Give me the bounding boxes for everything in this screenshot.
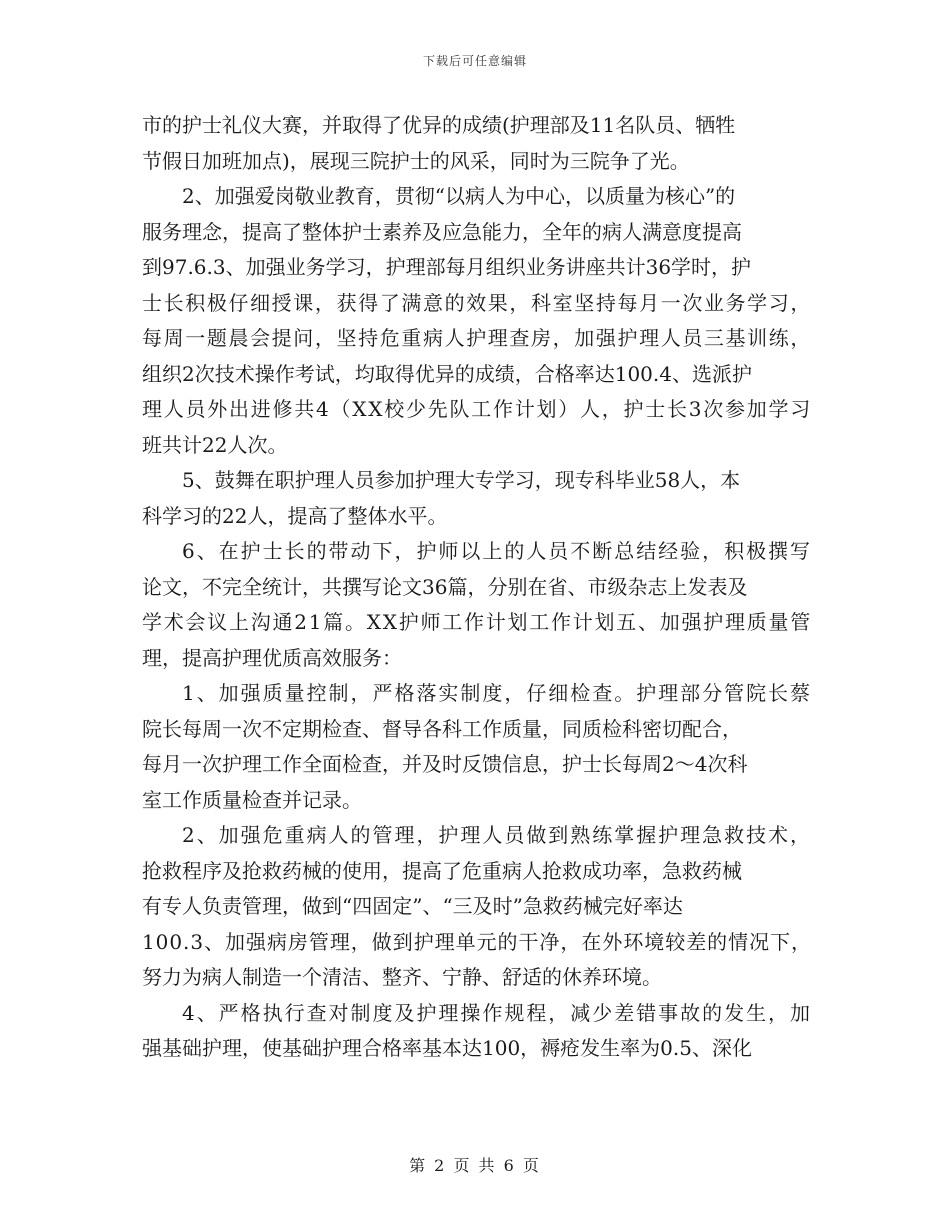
text-line: 5、鼓舞在职护理人员参加护理大专学习，现专科毕业58人，本 xyxy=(182,468,741,492)
text-line: 士长积极仔细授课，获得了满意的效果，科室坚持每月一次业务学习， xyxy=(142,290,812,315)
text-line: 服务理念，提高了整体护士素养及应急能力，全年的病人满意度提高 xyxy=(142,219,742,244)
text-line: 论文，不完全统计，共撰写论文36篇，分别在省、市级杂志上发表及 xyxy=(142,574,748,599)
text-line: 节假日加班加点)，展现三院护士的风采，同时为三院争了光。 xyxy=(142,148,690,173)
text-line: 院长每周一次不定期检查、督导各科工作质量，同质检科密切配合， xyxy=(142,716,742,741)
text-line: 强基础护理，使基础护理合格率基本达100，褥疮发生率为0.5、深化 xyxy=(142,1036,752,1060)
text-line: 到97.6.3、加强业务学习，护理部每月组织业务讲座共计36学时，护 xyxy=(142,255,752,279)
text-line: 每周一题晨会提问，坚持危重病人护理查房，加强护理人员三基训练， xyxy=(142,326,812,350)
text-line: 1、加强质量控制，严格落实制度，仔细检查。护理部分管院长蔡 xyxy=(182,681,812,705)
text-line: 学术会议上沟通21篇。XX护师工作计划工作计划五、加强护理质量管 xyxy=(142,610,812,634)
text-line: 每月一次护理工作全面检查，并及时反馈信息，护士长每周2～4次科 xyxy=(142,752,748,776)
page-header: 下载后可任意编辑 xyxy=(422,54,527,68)
text-line: 100.3、加强病房管理，做到护理单元的干净，在外环境较差的情况下， xyxy=(142,929,812,954)
page-footer: 第 2 页 共 6 页 xyxy=(409,1156,541,1175)
text-line: 抢救程序及抢救药械的使用，提高了危重病人抢救成功率，急救药械 xyxy=(142,858,742,883)
text-line: 理，提高护理优质高效服务： xyxy=(142,645,402,670)
text-line: 6、在护士长的带动下，护师以上的人员不断总结经验，积极撰写 xyxy=(182,539,812,563)
text-line: 组织2次技术操作考试，均取得优异的成绩，合格率达100.4、选派护 xyxy=(142,361,752,386)
text-line: 市的护士礼仪大赛，并取得了优异的成绩(护理部及11名队员、牺牲 xyxy=(142,113,736,137)
text-line: 2、加强爱岗敬业教育，贯彻“以病人为中心，以质量为核心”的 xyxy=(182,184,736,208)
text-line: 班共计22人次。 xyxy=(142,432,288,457)
text-line: 4、严格执行查对制度及护理操作规程，减少差错事故的发生，加 xyxy=(182,1000,812,1025)
text-line: 理人员外出进修共4（XX校少先队工作计划）人，护士长3次参加学习 xyxy=(142,397,812,421)
document-body xyxy=(142,108,812,1067)
text-line: 努力为病人制造一个清洁、整齐、宁静、舒适的休养环境。 xyxy=(142,965,662,989)
text-line: 室工作质量检查并记录。 xyxy=(142,787,362,812)
text-line: 2、加强危重病人的管理，护理人员做到熟练掌握护理急救技术， xyxy=(182,823,812,847)
text-line: 有专人负责管理，做到“四固定”、“三及时”急救药械完好率达 xyxy=(142,894,683,918)
text-line: 科学习的22人，提高了整体水平。 xyxy=(142,503,448,528)
